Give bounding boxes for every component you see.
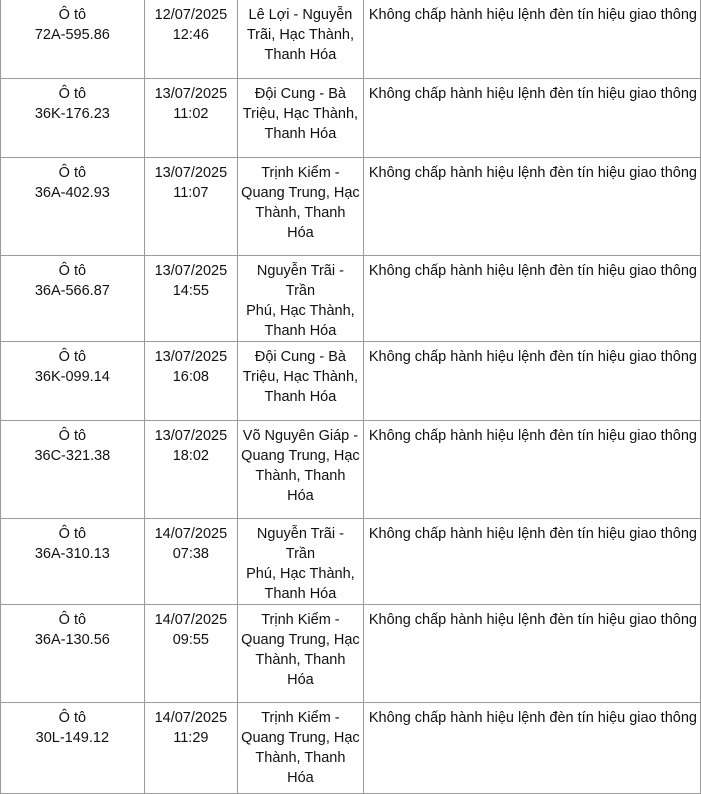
vehicle-type: Ô tô	[58, 263, 87, 279]
vehicle-type: Ô tô	[58, 86, 87, 102]
violation-date: 13/07/2025	[154, 428, 228, 444]
vehicle-type: Ô tô	[58, 7, 87, 23]
violation-time: 18:02	[172, 448, 209, 464]
license-plate: 36A-402.93	[34, 185, 110, 201]
violation-date: 13/07/2025	[154, 349, 228, 365]
violation-time: 11:29	[173, 730, 209, 746]
location-line: Phú, Hạc Thành,	[246, 303, 355, 319]
license-plate: 72A-595.86	[34, 27, 110, 43]
location-cell	[238, 519, 364, 605]
location-line: Quang Trung, Hạc	[241, 730, 360, 746]
table-row	[1, 342, 701, 421]
vehicle-type: Ô tô	[58, 612, 87, 628]
location-line: Phú, Hạc Thành,	[246, 566, 355, 582]
vehicle-type: Ô tô	[58, 165, 87, 181]
violation-cell	[363, 342, 700, 421]
violation-time: 11:02	[173, 106, 209, 122]
violation-date: 14/07/2025	[154, 612, 228, 628]
location-line: Hóa	[287, 488, 314, 504]
license-plate: 36A-310.13	[34, 546, 110, 562]
violation-text: Không chấp hành hiệu lệnh đèn tín hiệu giao thông	[368, 526, 697, 542]
location-line: Trịnh Kiểm -	[261, 165, 340, 181]
violation-text: Không chấp hành hiệu lệnh đèn tín hiệu giao thông	[368, 165, 697, 181]
table-row	[1, 158, 701, 256]
violation-text: Không chấp hành hiệu lệnh đèn tín hiệu giao thông	[368, 428, 697, 444]
table-row	[1, 605, 701, 703]
license-plate: 36A-566.87	[34, 283, 110, 299]
violation-text: Không chấp hành hiệu lệnh đèn tín hiệu giao thông	[368, 612, 697, 628]
violation-cell	[363, 158, 700, 256]
location-line: Thành, Thanh	[255, 750, 346, 766]
location-line: Quang Trung, Hạc	[241, 185, 360, 201]
violation-cell	[363, 256, 700, 342]
violation-text: Không chấp hành hiệu lệnh đèn tín hiệu giao thông	[368, 349, 697, 365]
violation-time: 16:08	[172, 369, 209, 385]
location-line: Võ Nguyên Giáp -	[242, 428, 359, 444]
table-row	[1, 0, 701, 79]
violation-time: 11:07	[173, 185, 209, 201]
location-cell	[238, 421, 364, 519]
vehicle-cell	[1, 421, 145, 519]
violation-date: 13/07/2025	[154, 165, 228, 181]
violation-time: 14:55	[172, 283, 209, 299]
location-line: Thành, Thanh	[255, 652, 346, 668]
datetime-cell	[144, 342, 237, 421]
location-line: Thành, Thanh	[255, 205, 346, 221]
location-line: Đội Cung - Bà	[254, 86, 346, 102]
location-line: Thanh Hóa	[264, 126, 337, 142]
violation-cell	[363, 0, 700, 79]
table-row	[1, 256, 701, 342]
datetime-cell	[144, 0, 237, 79]
table-row	[1, 519, 701, 605]
violation-date: 14/07/2025	[154, 710, 228, 726]
location-line: Triệu, Hạc Thành,	[242, 369, 359, 385]
location-cell	[238, 158, 364, 256]
location-cell	[238, 256, 364, 342]
location-cell	[238, 79, 364, 158]
vehicle-type: Ô tô	[58, 526, 87, 542]
vehicle-cell	[1, 256, 145, 342]
datetime-cell	[144, 256, 237, 342]
location-line: Nguyễn Trãi - Trần	[256, 526, 344, 562]
vehicle-cell	[1, 79, 145, 158]
violation-date: 13/07/2025	[154, 86, 228, 102]
location-line: Thanh Hóa	[264, 586, 337, 602]
table-row	[1, 421, 701, 519]
location-line: Trịnh Kiểm -	[261, 612, 340, 628]
location-line: Thanh Hóa	[264, 47, 337, 63]
license-plate: 36C-321.38	[34, 448, 111, 464]
vehicle-cell	[1, 158, 145, 256]
location-line: Thanh Hóa	[264, 389, 337, 405]
violation-cell	[363, 519, 700, 605]
violation-date: 13/07/2025	[154, 263, 228, 279]
location-cell	[238, 342, 364, 421]
vehicle-type: Ô tô	[58, 710, 87, 726]
location-line: Hóa	[287, 770, 314, 786]
location-line: Hóa	[287, 672, 314, 688]
vehicle-cell	[1, 519, 145, 605]
violation-cell	[363, 605, 700, 703]
vehicle-type: Ô tô	[58, 428, 87, 444]
location-cell	[238, 605, 364, 703]
location-line: Hóa	[287, 225, 314, 241]
location-line: Lê Lợi - Nguyễn	[248, 7, 353, 23]
vehicle-cell	[1, 703, 145, 794]
location-line: Thanh Hóa	[264, 323, 337, 339]
violation-cell	[363, 421, 700, 519]
violation-text: Không chấp hành hiệu lệnh đèn tín hiệu giao thông	[368, 710, 697, 726]
license-plate: 36A-130.56	[34, 632, 110, 648]
location-cell	[238, 0, 364, 79]
location-line: Thành, Thanh	[255, 468, 346, 484]
location-line: Trịnh Kiểm -	[261, 710, 340, 726]
location-line: Đội Cung - Bà	[254, 349, 346, 365]
violation-text: Không chấp hành hiệu lệnh đèn tín hiệu giao thông	[368, 263, 697, 279]
license-plate: 36K-176.23	[34, 106, 110, 122]
table-row	[1, 703, 701, 794]
location-line: Quang Trung, Hạc	[241, 448, 360, 464]
violation-date: 12/07/2025	[154, 7, 228, 23]
location-line: Trãi, Hạc Thành,	[246, 27, 355, 43]
datetime-cell	[144, 519, 237, 605]
violation-cell	[363, 79, 700, 158]
violation-date: 14/07/2025	[154, 526, 228, 542]
license-plate: 30L-149.12	[35, 730, 110, 746]
violation-text: Không chấp hành hiệu lệnh đèn tín hiệu giao thông	[368, 86, 697, 102]
datetime-cell	[144, 421, 237, 519]
license-plate: 36K-099.14	[34, 369, 110, 385]
vehicle-cell	[1, 342, 145, 421]
vehicle-cell	[1, 605, 145, 703]
violation-time: 09:55	[172, 632, 209, 648]
vehicle-cell	[1, 0, 145, 79]
violation-cell	[363, 703, 700, 794]
datetime-cell	[144, 79, 237, 158]
table-row	[1, 79, 701, 158]
violation-text: Không chấp hành hiệu lệnh đèn tín hiệu giao thông	[368, 7, 697, 23]
location-line: Triệu, Hạc Thành,	[242, 106, 359, 122]
datetime-cell	[144, 703, 237, 794]
violation-time: 07:38	[172, 546, 209, 562]
location-line: Quang Trung, Hạc	[241, 632, 360, 648]
datetime-cell	[144, 158, 237, 256]
location-line: Nguyễn Trãi - Trần	[256, 263, 344, 299]
violation-time: 12:46	[172, 27, 209, 43]
datetime-cell	[144, 605, 237, 703]
vehicle-type: Ô tô	[58, 349, 87, 365]
location-cell	[238, 703, 364, 794]
